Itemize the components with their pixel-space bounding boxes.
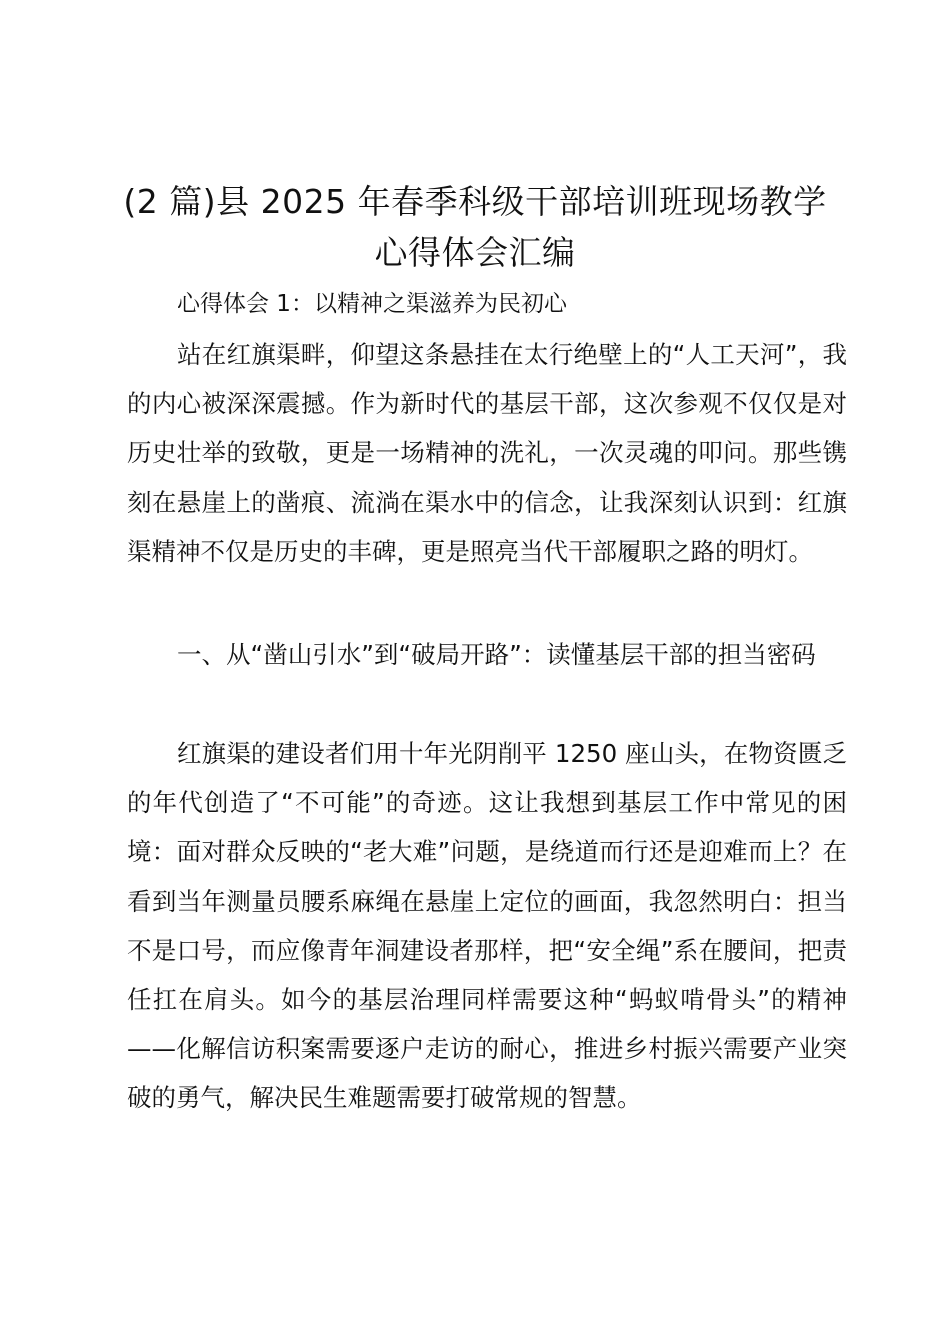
- section-subtitle: 心得体会 1：以精神之渠滋养为民初心: [177, 291, 567, 317]
- document-title: (2 篇)县 2025 年春季科级干部培训班现场教学心得体会汇编: [123, 182, 827, 272]
- paragraph-body: 红旗渠的建设者们用十年光阴削平 1250 座山头，在物资匮乏的年代创造了“不可能”的奇迹。这让我想到基层工作中常见的困境：面对群众反映的“老大难”问题，是绕道而行还是迎难而上？在看到当年测量员腰系麻绳在悬崖上定位的画面，我忽然明白：担当不是口号，而应像青年洞建设者那样，把“安全绳”系在腰间，把责任扛在肩头。如今的基层治理同样需要这种“蚂蚁啃骨头”的精神——化解信访积案需要逐户走访的耐心，推进乡村振兴需要产业突破的勇气，解决民生难题需要打破常规的智慧。: [127, 739, 847, 1113]
- paragraph-intro: 站在红旗渠畔，仰望这条悬挂在太行绝壁上的“人工天河”，我的内心被深深震撼。作为新时代的基层干部，这次参观不仅仅是对历史壮举的致敬，更是一场精神的洗礼，一次灵魂的叩问。那些镌刻在悬崖上的凿痕、流淌在渠水中的信念，让我深刻认识到：红旗渠精神不仅是历史的丰碑，更是照亮当代干部履职之路的明灯。: [127, 340, 847, 566]
- section-heading: 一、从“凿山引水”到“破局开路”：读懂基层干部的担当密码: [177, 640, 816, 669]
